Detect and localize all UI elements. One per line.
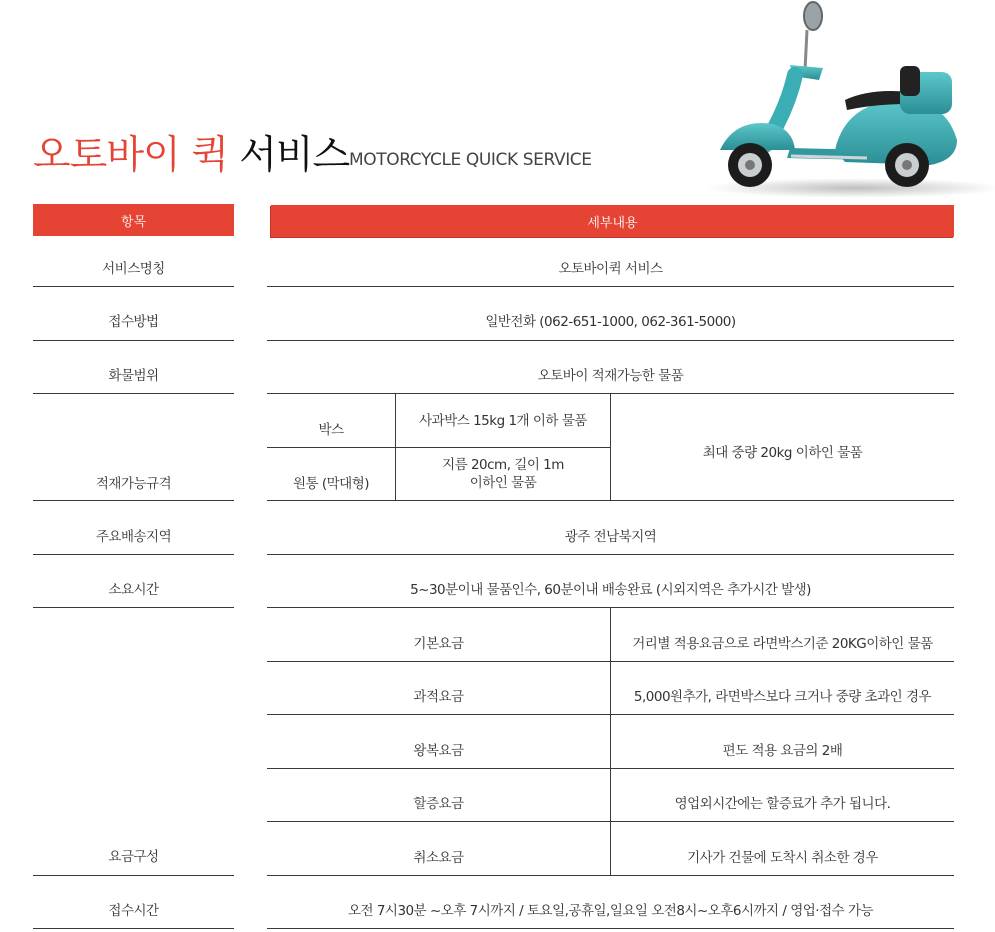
- load-spec-tube-value-line2: 이하인 물품: [469, 475, 537, 491]
- label-cargo-range: 화물범위: [108, 368, 159, 384]
- title-highlight: 오토바이 퀵: [33, 133, 228, 178]
- load-spec-tube-value-line1: 지름 20cm, 길이 1m: [442, 457, 564, 473]
- label-delivery-area: 주요배송지역: [95, 529, 172, 545]
- fee-desc: 5,000원추가, 라면박스보다 크거나 중량 초과인 경우: [633, 689, 932, 705]
- fee-desc: 거리별 적용요금으로 라면박스기준 20KG이하인 물품: [632, 636, 933, 652]
- header-item: 항목: [33, 204, 234, 236]
- value-cargo-range: 오토바이 적재가능한 물품: [537, 368, 684, 384]
- value-reception-hours: 오전 7시30분 ~오후 7시까지 / 토요일,공휴일,일요일 오전8시~오후6시까지 / 영업·접수 가능: [347, 903, 874, 919]
- label-reception-hours: 접수시간: [108, 903, 159, 919]
- load-spec-max-weight: 최대 중량 20kg 이하인 물품: [702, 445, 863, 461]
- label-reception-method: 접수방법: [108, 314, 159, 330]
- fee-name: 취소요금: [413, 850, 464, 866]
- label-load-spec: 적재가능규격: [95, 476, 172, 492]
- label-time-required: 소요시간: [108, 582, 159, 598]
- page-title: [33, 128, 349, 184]
- load-spec-box-value: 사과박스 15kg 1개 이하 물품: [419, 412, 587, 429]
- page-subtitle-english: MOTORCYCLE QUICK SERVICE: [349, 150, 592, 170]
- fee-desc: 기사가 건물에 도착시 취소한 경우: [687, 850, 878, 866]
- label-fees: 요금구성: [108, 849, 159, 865]
- fee-name: 왕복요금: [413, 743, 464, 759]
- label-service-name: 서비스명칭: [102, 261, 165, 277]
- value-time-required: 5~30분이내 물품인수, 60분이내 배송완료 (시외지역은 추가시간 발생): [410, 582, 811, 598]
- header-detail: 세부내용: [271, 205, 954, 237]
- value-delivery-area: 광주 전남북지역: [564, 529, 657, 545]
- load-spec-tube-value: [396, 448, 610, 500]
- divider: [33, 340, 234, 341]
- value-reception-method: 일반전화 (062-651-1000, 062-361-5000): [485, 314, 736, 330]
- load-spec-tube-label: 원통 (막대형): [292, 476, 370, 492]
- load-spec-box-label: 박스: [318, 422, 344, 438]
- fee-name: 할증요금: [413, 796, 464, 812]
- fee-name: 과적요금: [413, 689, 464, 705]
- scooter-illustration: [695, 0, 995, 200]
- fee-desc: 편도 적용 요금의 2배: [722, 743, 843, 759]
- value-service-name: 오토바이퀵 서비스: [558, 261, 663, 277]
- fee-name: 기본요금: [413, 636, 464, 652]
- title-rest: 서비스: [239, 133, 350, 178]
- fee-desc: 영업외시간에는 할증료가 추가 됩니다.: [674, 796, 891, 812]
- divider: [33, 875, 234, 876]
- divider: [267, 340, 954, 341]
